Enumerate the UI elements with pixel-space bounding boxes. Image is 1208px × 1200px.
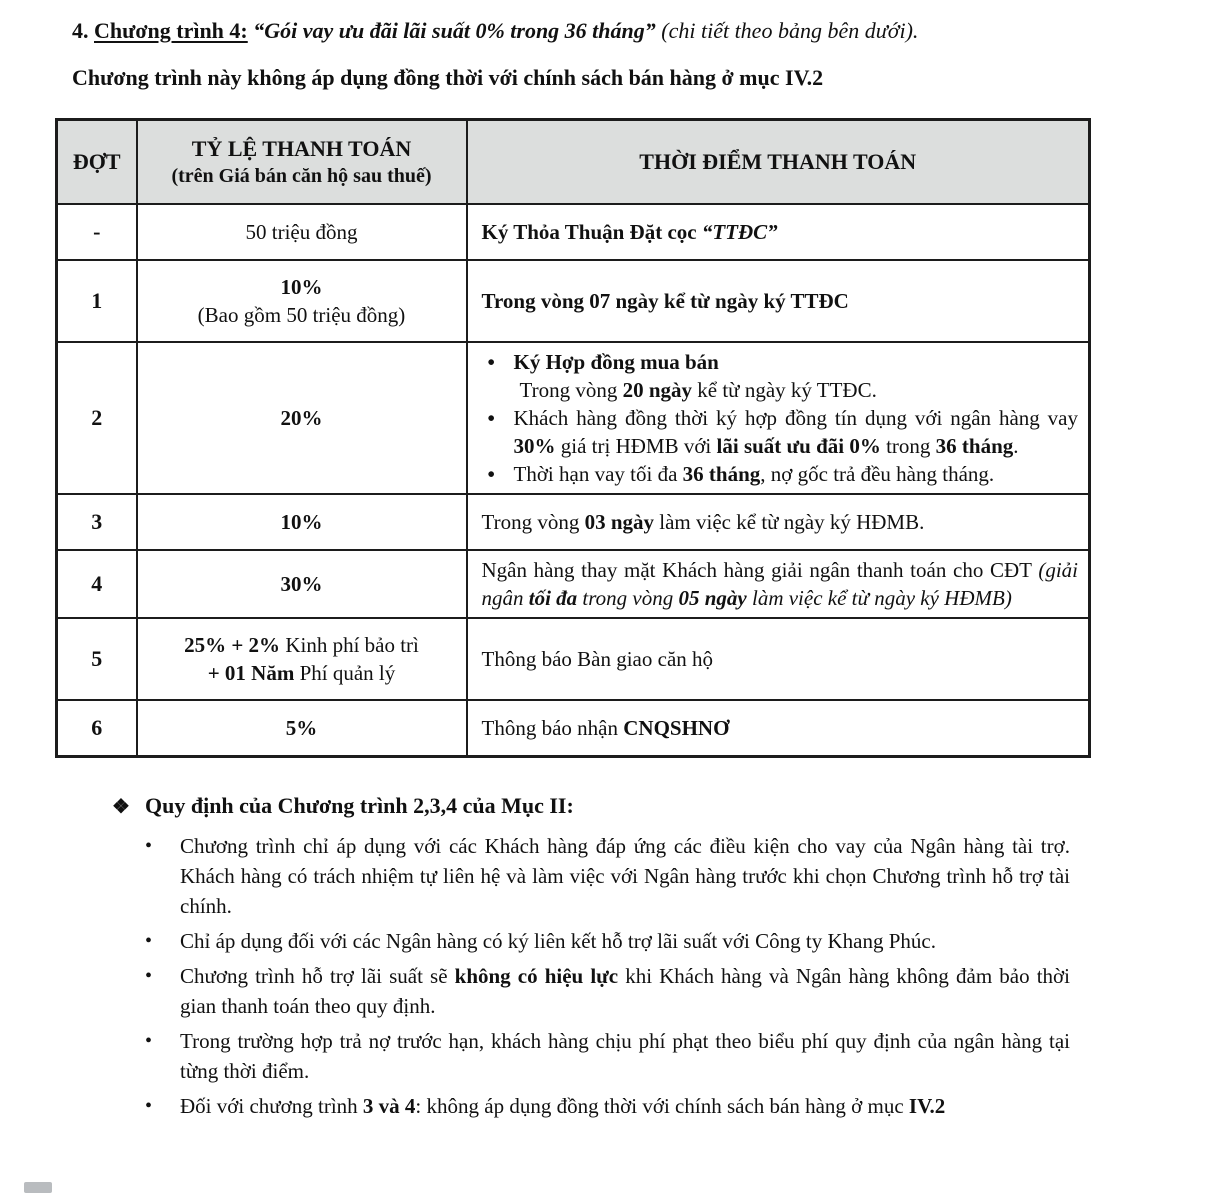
rate-line: 10% xyxy=(280,275,323,299)
col-header-rate-subtitle: (trên Giá bán căn hộ sau thuế) xyxy=(171,165,432,187)
payment-rate-cell xyxy=(137,618,467,700)
scan-artifact xyxy=(24,1182,52,1193)
rule-text: Chỉ áp dụng đối với các Ngân hàng có ký liên kết hỗ trợ lãi suất với Công ty Khang Phúc. xyxy=(180,929,936,953)
col-header-installment-label: ĐỢT xyxy=(72,149,121,174)
bullet-icon: • xyxy=(145,1030,153,1052)
bullet-text: Khách hàng đồng thời ký hợp đồng tín dụng với ngân hàng vay 30% giá trị HĐMB với lãi suất ưu đãi 0% trong 36 tháng. xyxy=(513,406,1078,458)
bullet-icon: • xyxy=(487,350,495,374)
bullet-icon: • xyxy=(145,965,153,987)
payment-rate-cell xyxy=(137,494,467,550)
installment-number-cell: 3 xyxy=(57,494,137,550)
payment-time-cell xyxy=(467,494,1090,550)
bullet-icon: • xyxy=(145,835,153,857)
col-header-time xyxy=(467,120,1090,205)
rule-text: Đối với chương trình 3 và 4: không áp dụng đồng thời với chính sách bán hàng ở mục IV.2 xyxy=(180,1094,946,1118)
table-row xyxy=(57,700,1090,757)
col-header-rate-label: TỶ LỆ THANH TOÁN xyxy=(191,136,412,161)
rule-text: Trong trường hợp trả nợ trước hạn, khách hàng chịu phí phạt theo biểu phí quy định của ngân hàng tại từng thời điểm. xyxy=(180,1029,1070,1083)
rule-item xyxy=(145,831,1070,921)
bullet-icon: • xyxy=(145,930,153,952)
payment-time-cell xyxy=(467,700,1090,757)
rate-line: 25% + 2% Kinh phí bảo trì xyxy=(184,633,419,657)
rate-line: 20% xyxy=(280,406,323,430)
time-text: Trong vòng 03 ngày làm việc kể từ ngày ký HĐMB. xyxy=(481,510,925,534)
installment-number-cell: 5 xyxy=(57,618,137,700)
rule-text: Chương trình chỉ áp dụng với các Khách hàng đáp ứng các điều kiện cho vay của Ngân hàng tài trợ. Khách hàng có trách nhiệm tự liên hệ và làm việc với Ngân hàng trước khi chọn Chương trình hỗ trợ tài chính. xyxy=(180,834,1070,918)
section-subheading: Chương trình này không áp dụng đồng thời với chính sách bán hàng ở mục IV.2 xyxy=(72,65,824,90)
installment-number-cell: 2 xyxy=(57,342,137,494)
installment-number-cell: 1 xyxy=(57,260,137,342)
time-text: Thông báo Bàn giao căn hộ xyxy=(481,647,714,671)
payment-rate-cell xyxy=(137,204,467,260)
bullet-icon: • xyxy=(145,1095,153,1117)
payment-time-cell xyxy=(467,550,1090,618)
rule-item xyxy=(145,1091,1070,1121)
installment-number-cell: 4 xyxy=(57,550,137,618)
payment-time-cell xyxy=(467,618,1090,700)
rate-line: 30% xyxy=(280,572,323,596)
installment-number-cell: - xyxy=(57,204,137,260)
time-text: Trong vòng 07 ngày kể từ ngày ký TTĐC xyxy=(481,289,849,313)
bullet-icon: • xyxy=(487,406,495,430)
rate-line: 10% xyxy=(280,510,323,534)
bullet-line xyxy=(482,460,1079,488)
rules-heading-label: Quy định của Chương trình 2,3,4 của Mục II: xyxy=(145,793,574,818)
rate-line: (Bao gồm 50 triệu đồng) xyxy=(197,303,406,327)
table-row xyxy=(57,342,1090,494)
bullet-text: Ký Hợp đồng mua bán xyxy=(513,350,719,374)
rate-line: 50 triệu đồng xyxy=(245,220,358,244)
payment-rate-cell xyxy=(137,342,467,494)
time-text: Ngân hàng thay mặt Khách hàng giải ngân thanh toán cho CĐT (giải ngân tối đa trong vòng 05 ngày làm việc kể từ ngày ký HĐMB) xyxy=(481,558,1078,610)
table-row xyxy=(57,550,1090,618)
rule-item xyxy=(145,926,1070,956)
payment-time-cell xyxy=(467,260,1090,342)
rule-item xyxy=(145,961,1070,1021)
installment-number-cell: 6 xyxy=(57,700,137,757)
payment-rate-cell xyxy=(137,700,467,757)
diamond-bullet-icon: ❖ xyxy=(112,796,130,818)
payment-time-cell xyxy=(467,204,1090,260)
bullet-line xyxy=(482,404,1079,460)
bullet-text: Thời hạn vay tối đa 36 tháng, nợ gốc trả đều hàng tháng. xyxy=(513,462,995,486)
table-row xyxy=(57,204,1090,260)
rule-item xyxy=(145,1026,1070,1086)
payment-rate-cell xyxy=(137,260,467,342)
rate-line: 5% xyxy=(285,716,318,740)
section-heading: 4. Chương trình 4: “Gói vay ưu đãi lãi suất 0% trong 36 tháng” (chi tiết theo bảng bên dưới). xyxy=(72,18,919,43)
table-row xyxy=(57,260,1090,342)
payment-rate-cell xyxy=(137,550,467,618)
col-header-rate xyxy=(137,120,467,205)
rules-list xyxy=(145,831,1070,1121)
rules-section xyxy=(112,791,1070,1121)
bullet-icon: • xyxy=(487,462,495,486)
payment-table-body xyxy=(57,204,1090,757)
rate-line: + 01 Năm Phí quản lý xyxy=(207,661,396,685)
payment-time-cell xyxy=(467,342,1090,494)
table-row xyxy=(57,494,1090,550)
rule-text: Chương trình hỗ trợ lãi suất sẽ không có hiệu lực khi Khách hàng và Ngân hàng không đảm bảo thời gian thanh toán theo quy định. xyxy=(180,964,1070,1018)
bullet-line xyxy=(482,348,1079,376)
col-header-installment xyxy=(57,120,137,205)
bullet-continuation-line: Trong vòng 20 ngày kể từ ngày ký TTĐC. xyxy=(519,378,877,402)
payment-schedule-table xyxy=(55,118,1091,758)
time-text: Ký Thỏa Thuận Đặt cọc “TTĐC” xyxy=(481,220,778,244)
col-header-time-label: THỜI ĐIỂM THANH TOÁN xyxy=(639,149,917,174)
table-row xyxy=(57,618,1090,700)
rules-heading xyxy=(112,791,1070,822)
time-text: Thông báo nhận CNQSHNƠ xyxy=(481,716,730,740)
table-header-row xyxy=(57,120,1090,205)
